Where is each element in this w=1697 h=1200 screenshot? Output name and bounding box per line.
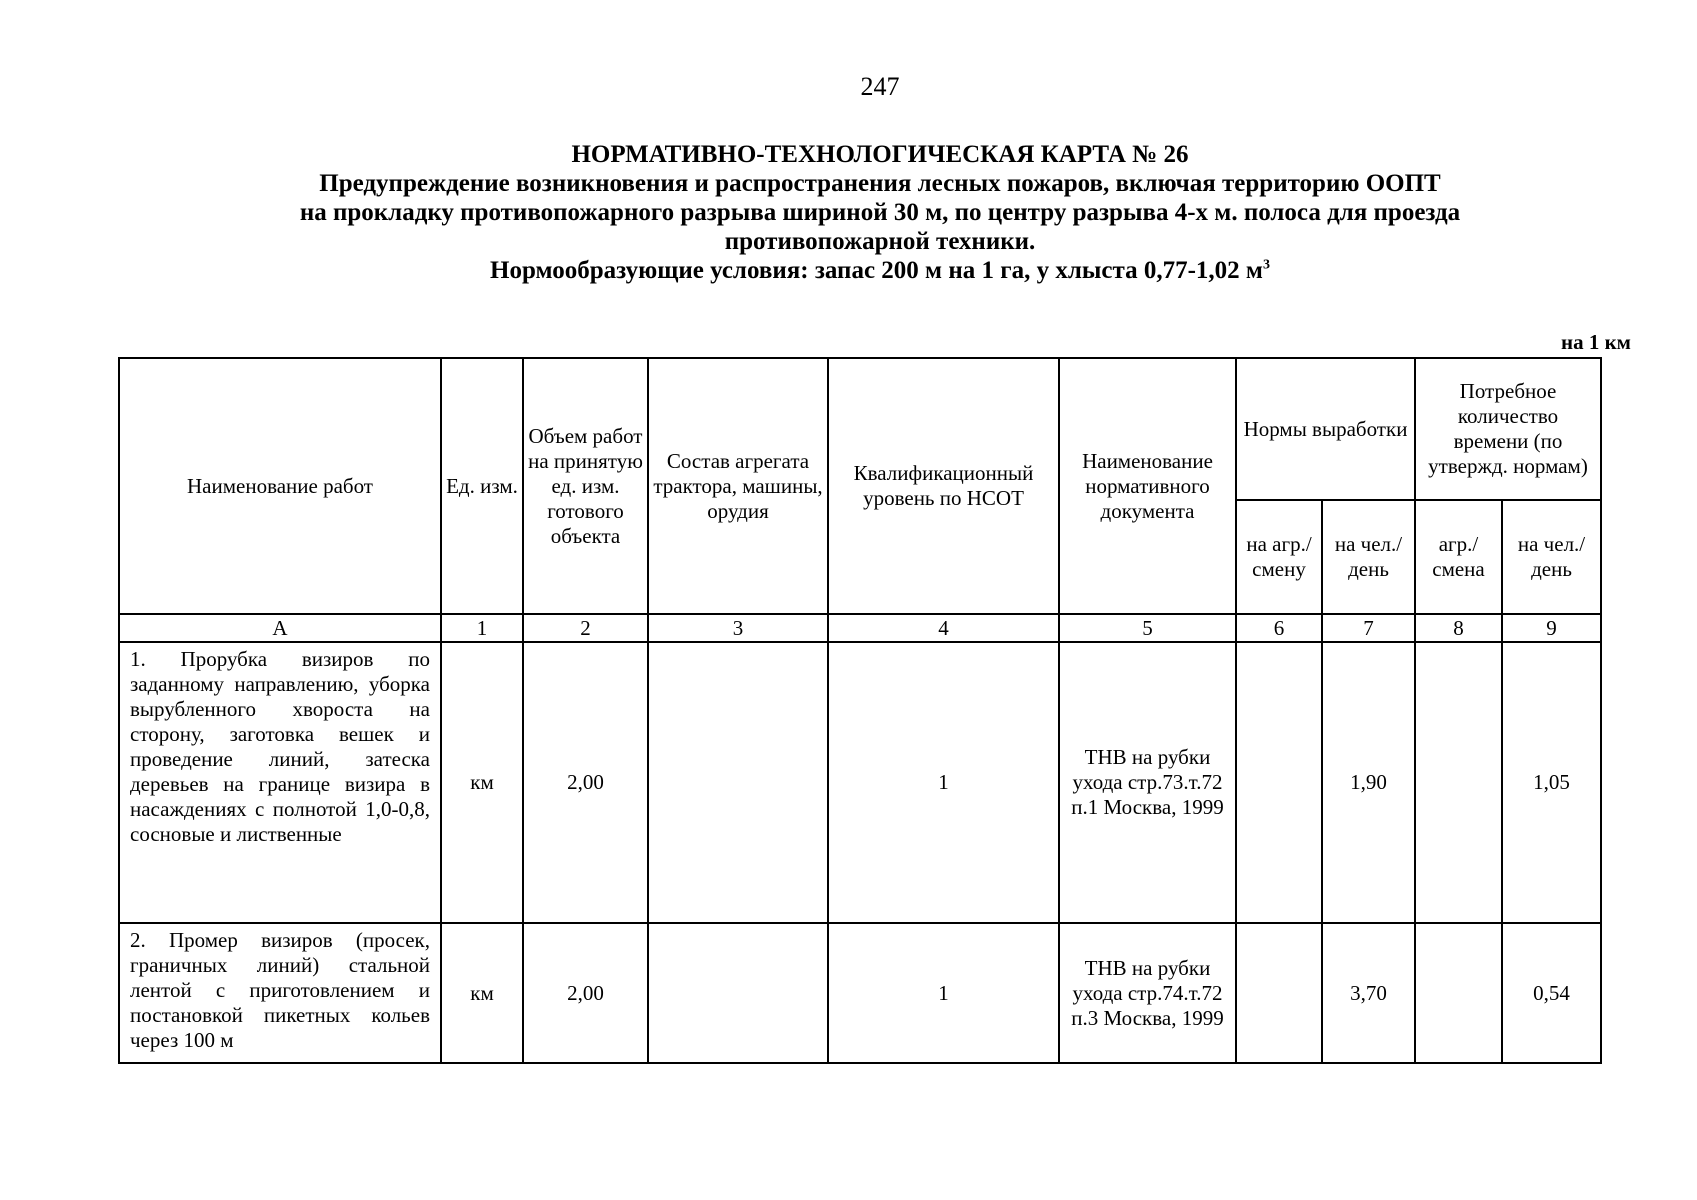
document-subtitle-line-2: на прокладку противопожарного разрыва шириной 30 м, по центру разрыва 4-х м. полоса для проезда: [299, 199, 1461, 226]
norm-man-cell: 1,90: [1322, 642, 1415, 923]
unit-cell: км: [441, 642, 523, 923]
unit-cell: км: [441, 923, 523, 1063]
header-norms: Нормы выработки: [1236, 358, 1415, 500]
column-number: 1: [441, 614, 523, 642]
header-norms-man: на чел./ день: [1322, 500, 1415, 614]
title-block: [0, 140, 1697, 285]
header-qualification: Квалификационный уровень по НСОТ: [828, 358, 1059, 614]
column-number: 9: [1502, 614, 1601, 642]
norm-conditions-text: Нормообразующие условия: запас 200 м на 1 га, у хлыста 0,77-1,02 м: [490, 257, 1263, 284]
work-name-cell: 2. Промер визиров (просек, граничных линий) стальной лентой с приготовлением и постановкой пикетных кольев через 100 м: [119, 923, 441, 1063]
column-number: 7: [1322, 614, 1415, 642]
document-cell: ТНВ на рубки ухода стр.74.т.72 п.3 Москва, 1999: [1059, 923, 1236, 1063]
norm-conditions-line: [0, 256, 1697, 285]
column-numbers-row: [119, 614, 1601, 642]
time-agr-cell: [1415, 923, 1502, 1063]
norm-agr-cell: [1236, 642, 1322, 923]
time-agr-cell: [1415, 642, 1502, 923]
table-row: [119, 642, 1601, 923]
column-number: 6: [1236, 614, 1322, 642]
header-time: Потребное количество времени (по утвержд. нормам): [1415, 358, 1601, 500]
page-number: 247: [860, 72, 900, 101]
column-number: 2: [523, 614, 648, 642]
qualification-cell: 1: [828, 923, 1059, 1063]
qualification-cell: 1: [828, 642, 1059, 923]
header-work-name: Наименование работ: [119, 358, 441, 614]
column-number: 5: [1059, 614, 1236, 642]
work-name-cell: 1. Прорубка визиров по заданному направлению, уборка вырубленного хвороста на сторону, заготовка вешек и проведение линий, затеска деревьев на границе визира в насаждениях с полнотой 1,0-0,8, сосновые и лиственные: [119, 642, 441, 923]
time-man-cell: 1,05: [1502, 642, 1601, 923]
norm-table: [118, 357, 1602, 1064]
header-volume: Объем работ на принятую ед. изм. готового объекта: [523, 358, 648, 614]
header-document: Наименование нормативного документа: [1059, 358, 1236, 614]
document-cell: ТНВ на рубки ухода стр.73.т.72 п.1 Москва, 1999: [1059, 642, 1236, 923]
norm-agr-cell: [1236, 923, 1322, 1063]
header-time-agr: агр./ смена: [1415, 500, 1502, 614]
header-aggregate: Состав агрегата трактора, машины, орудия: [648, 358, 828, 614]
document-title: НОРМАТИВНО-ТЕХНОЛОГИЧЕСКАЯ КАРТА № 26: [571, 141, 1189, 168]
document-subtitle-line-3: противопожарной техники.: [724, 228, 1036, 255]
volume-cell: 2,00: [523, 923, 648, 1063]
column-number: А: [119, 614, 441, 642]
volume-cell: 2,00: [523, 642, 648, 923]
document-subtitle-line-1: Предупреждение возникновения и распространения лесных пожаров, включая территорию ООПТ: [319, 170, 1441, 197]
norm-man-cell: 3,70: [1322, 923, 1415, 1063]
header-norms-agr: на агр./ смену: [1236, 500, 1322, 614]
header-unit: Ед. изм.: [441, 358, 523, 614]
aggregate-cell: [648, 642, 828, 923]
header-time-man: на чел./ день: [1502, 500, 1601, 614]
header-row-1: [119, 358, 1601, 500]
table-row: [119, 923, 1601, 1063]
column-number: 4: [828, 614, 1059, 642]
column-number: 3: [648, 614, 828, 642]
unit-note: на 1 км: [1560, 330, 1631, 354]
aggregate-cell: [648, 923, 828, 1063]
time-man-cell: 0,54: [1502, 923, 1601, 1063]
cubic-superscript: 3: [1262, 257, 1270, 273]
column-number: 8: [1415, 614, 1502, 642]
